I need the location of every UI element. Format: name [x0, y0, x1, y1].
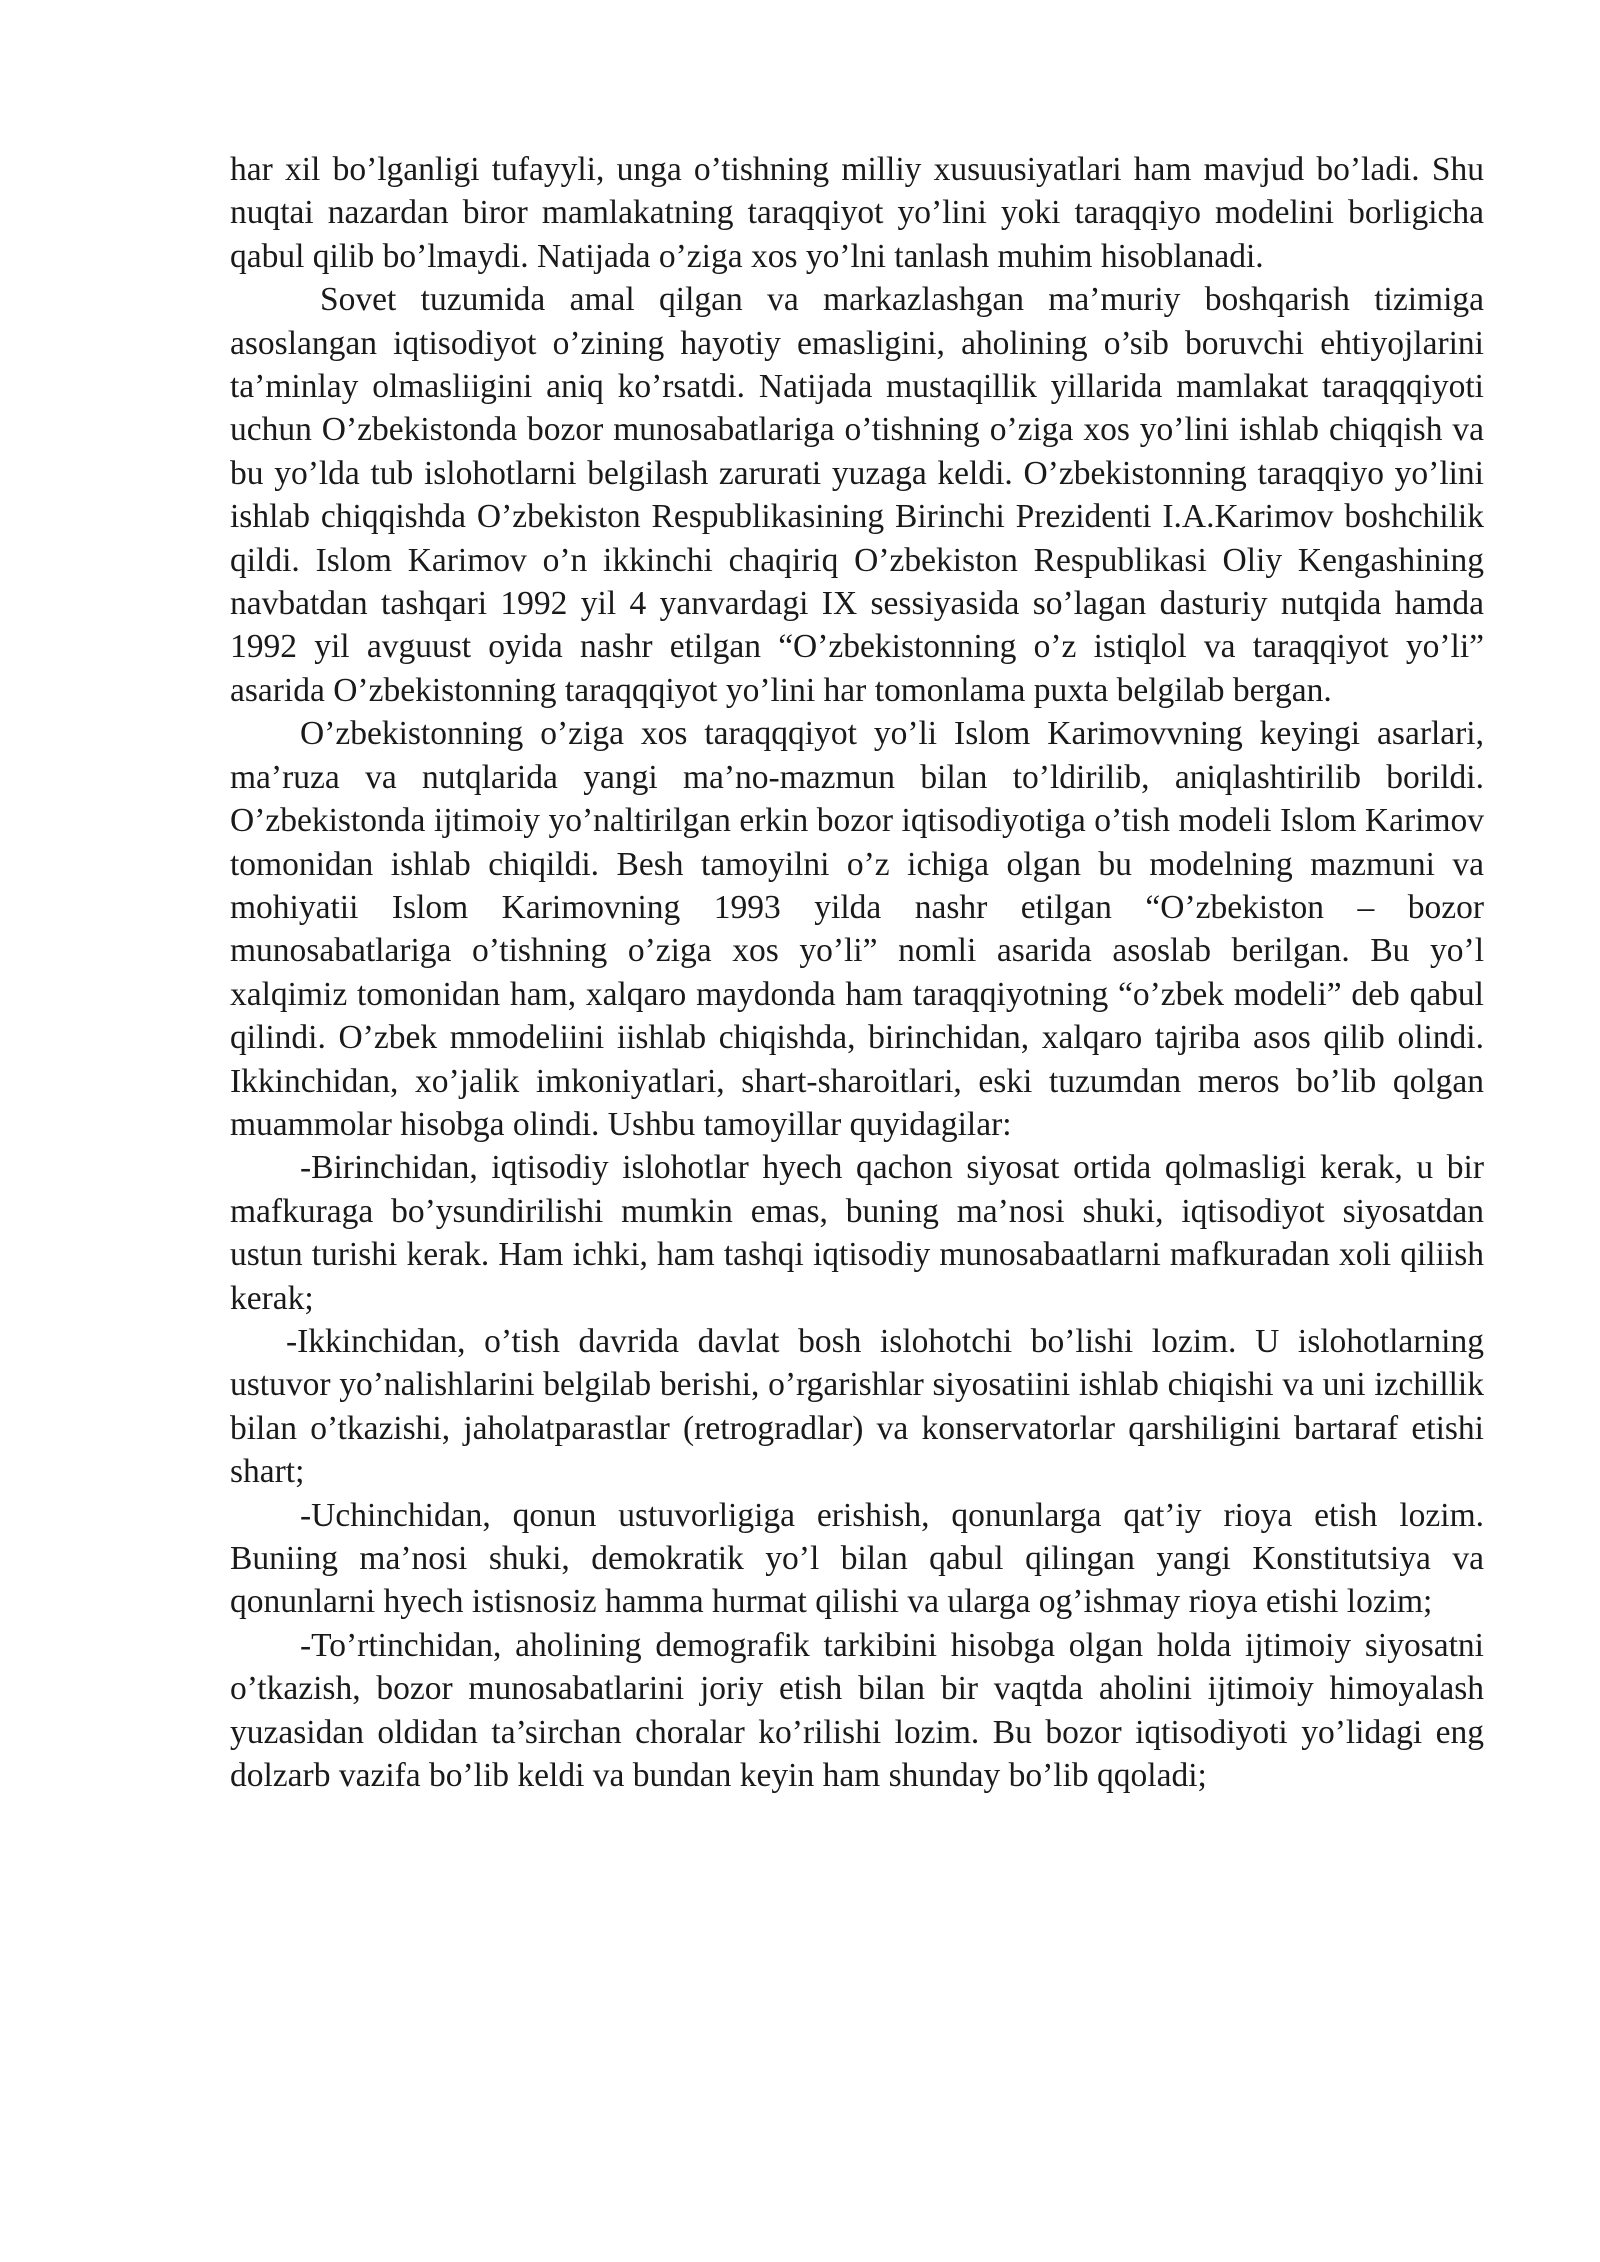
- paragraph-principle-second: -Ikkinchidan, o’tish davrida davlat bosh islohotchi bo’lishi lozim. U islohotlarning ustuvor yo’nalishlarini belgilab berishi, o’rgarishlar siyosatiini ishlab chiqishi va uni izchillik bilan o’tkazishi, jaholatparastlar (retrogradlar) va konservatorlar qarshiligini bartaraf etishi shart;: [230, 1322, 1484, 1491]
- paragraph-principle-third: -Uchinchidan, qonun ustuvorligiga erishish, qonunlarga qat’iy rioya etish lozim. Buniing ma’nosi shuki, demokratik yo’l bilan qabul qilingan yangi Konstitutsiya va qonunlarni hyech istisnosiz hamma hurmat qilishi va ularga og’ishmay rioya etishi lozim;: [230, 1496, 1484, 1621]
- paragraph-principle-fourth: -To’rtinchidan, aholining demografik tarkibini hisobga olgan holda ijtimoiy siyosatni o’tkazish, bozor munosabatlarini joriy etish bilan bir vaqtda aholini ijtimoiy himoyalash yuzasidan oldidan ta’sirchan choralar ko’rilishi lozim. Bu bozor iqtisodiyoti yo’lidagi eng dolzarb vazifa bo’lib keldi va bundan keyin ham shunday bo’lib qqoladi;: [230, 1626, 1484, 1795]
- paragraph-soviet-system: Sovet tuzumida amal qilgan va markazlashgan ma’muriy boshqarish tizimiga asoslangan iqtisodiyot o’zining hayotiy emasligini, aholining o’sib boruvchi ehtiyojlarini ta’minlay olmasliigini aniq ko’rsatdi. Natijada mustaqillik yillarida mamlakat taraqqqiyoti uchun O’zbekistonda bozor munosabatlariga o’tishning o’ziga xos yo’lini ishlab chiqqish va bu yo’lda tub islohotlarni belgilash zarurati yuzaga keldi. O’zbekistonning taraqqiyo yo’lini ishlab chiqqishda O’zbekiston Respublikasining Birinchi Prezidenti I.A.Karimov boshchilik qildi. Islom Karimov o’n ikkinchi chaqiriq O’zbekiston Respublikasi Oliy Kengashining navbatdan tashqari 1992 yil 4 yanvardagi IX sessiyasida so’lagan dasturiy nutqida hamda 1992 yil avguust oyida nashr etilgan “O’zbekistonning o’z istiqlol va taraqqiyot yo’li” asarida O’zbekistonning taraqqqiyot yo’lini har tomonlama puxta belgilab bergan.: [230, 281, 1484, 709]
- document-page: [230, 148, 1484, 1797]
- paragraph-uzbek-model: O’zbekistonning o’ziga xos taraqqqiyot yo’li Islom Karimovvning keyingi asarlari, ma’ruza va nutqlarida yangi ma’no-mazmun bilan to’ldirilib, aniqlashtirilib borildi. O’zbekistonda ijtimoiy yo’naltirilgan erkin bozor iqtisodiyotiga o’tish modeli Islom Karimov tomonidan ishlab chiqildi. Besh tamoyilni o’z ichiga olgan bu modelning mazmuni va mohiyatii Islom Karimovning 1993 yilda nashr etilgan “O’zbekiston – bozor munosabatlariga o’tishning o’ziga xos yo’li” nomli asarida asoslab berilgan. Bu yo’l xalqimiz tomonidan ham, xalqaro maydonda ham taraqqiyotning “o’zbek modeli” deb qabul qilindi. O’zbek mmodeliini iishlab chiqishda, birinchidan, xalqaro tajriba asos qilib olindi. Ikkinchidan, xo’jalik imkoniyatlari, shart-sharoitlari, eski tuzumdan meros bo’lib qolgan muammolar hisobga olindi. Ushbu tamoyillar quyidagilar:: [230, 715, 1484, 1143]
- paragraph-principle-first: -Birinchidan, iqtisodiy islohotlar hyech qachon siyosat ortida qolmasligi kerak, u bir mafkuraga bo’ysundirilishi mumkin emas, buning ma’nosi shuki, iqtisodiyot siyosatdan ustun turishi kerak. Ham ichki, ham tashqi iqtisodiy munosabaatlarni mafkuradan xoli qiliish kerak;: [230, 1149, 1484, 1317]
- paragraph-intro-continuation: har xil bo’lganligi tufayyli, unga o’tishning milliy xusuusiyatlari ham mavjud bo’ladi. Shu nuqtai nazardan biror mamlakatning taraqqiyot yo’lini yoki taraqqiyo modelini borligicha qabul qilib bo’lmaydi. Natijada o’ziga xos yo’lni tanlash muhim hisoblanadi.: [230, 151, 1484, 275]
